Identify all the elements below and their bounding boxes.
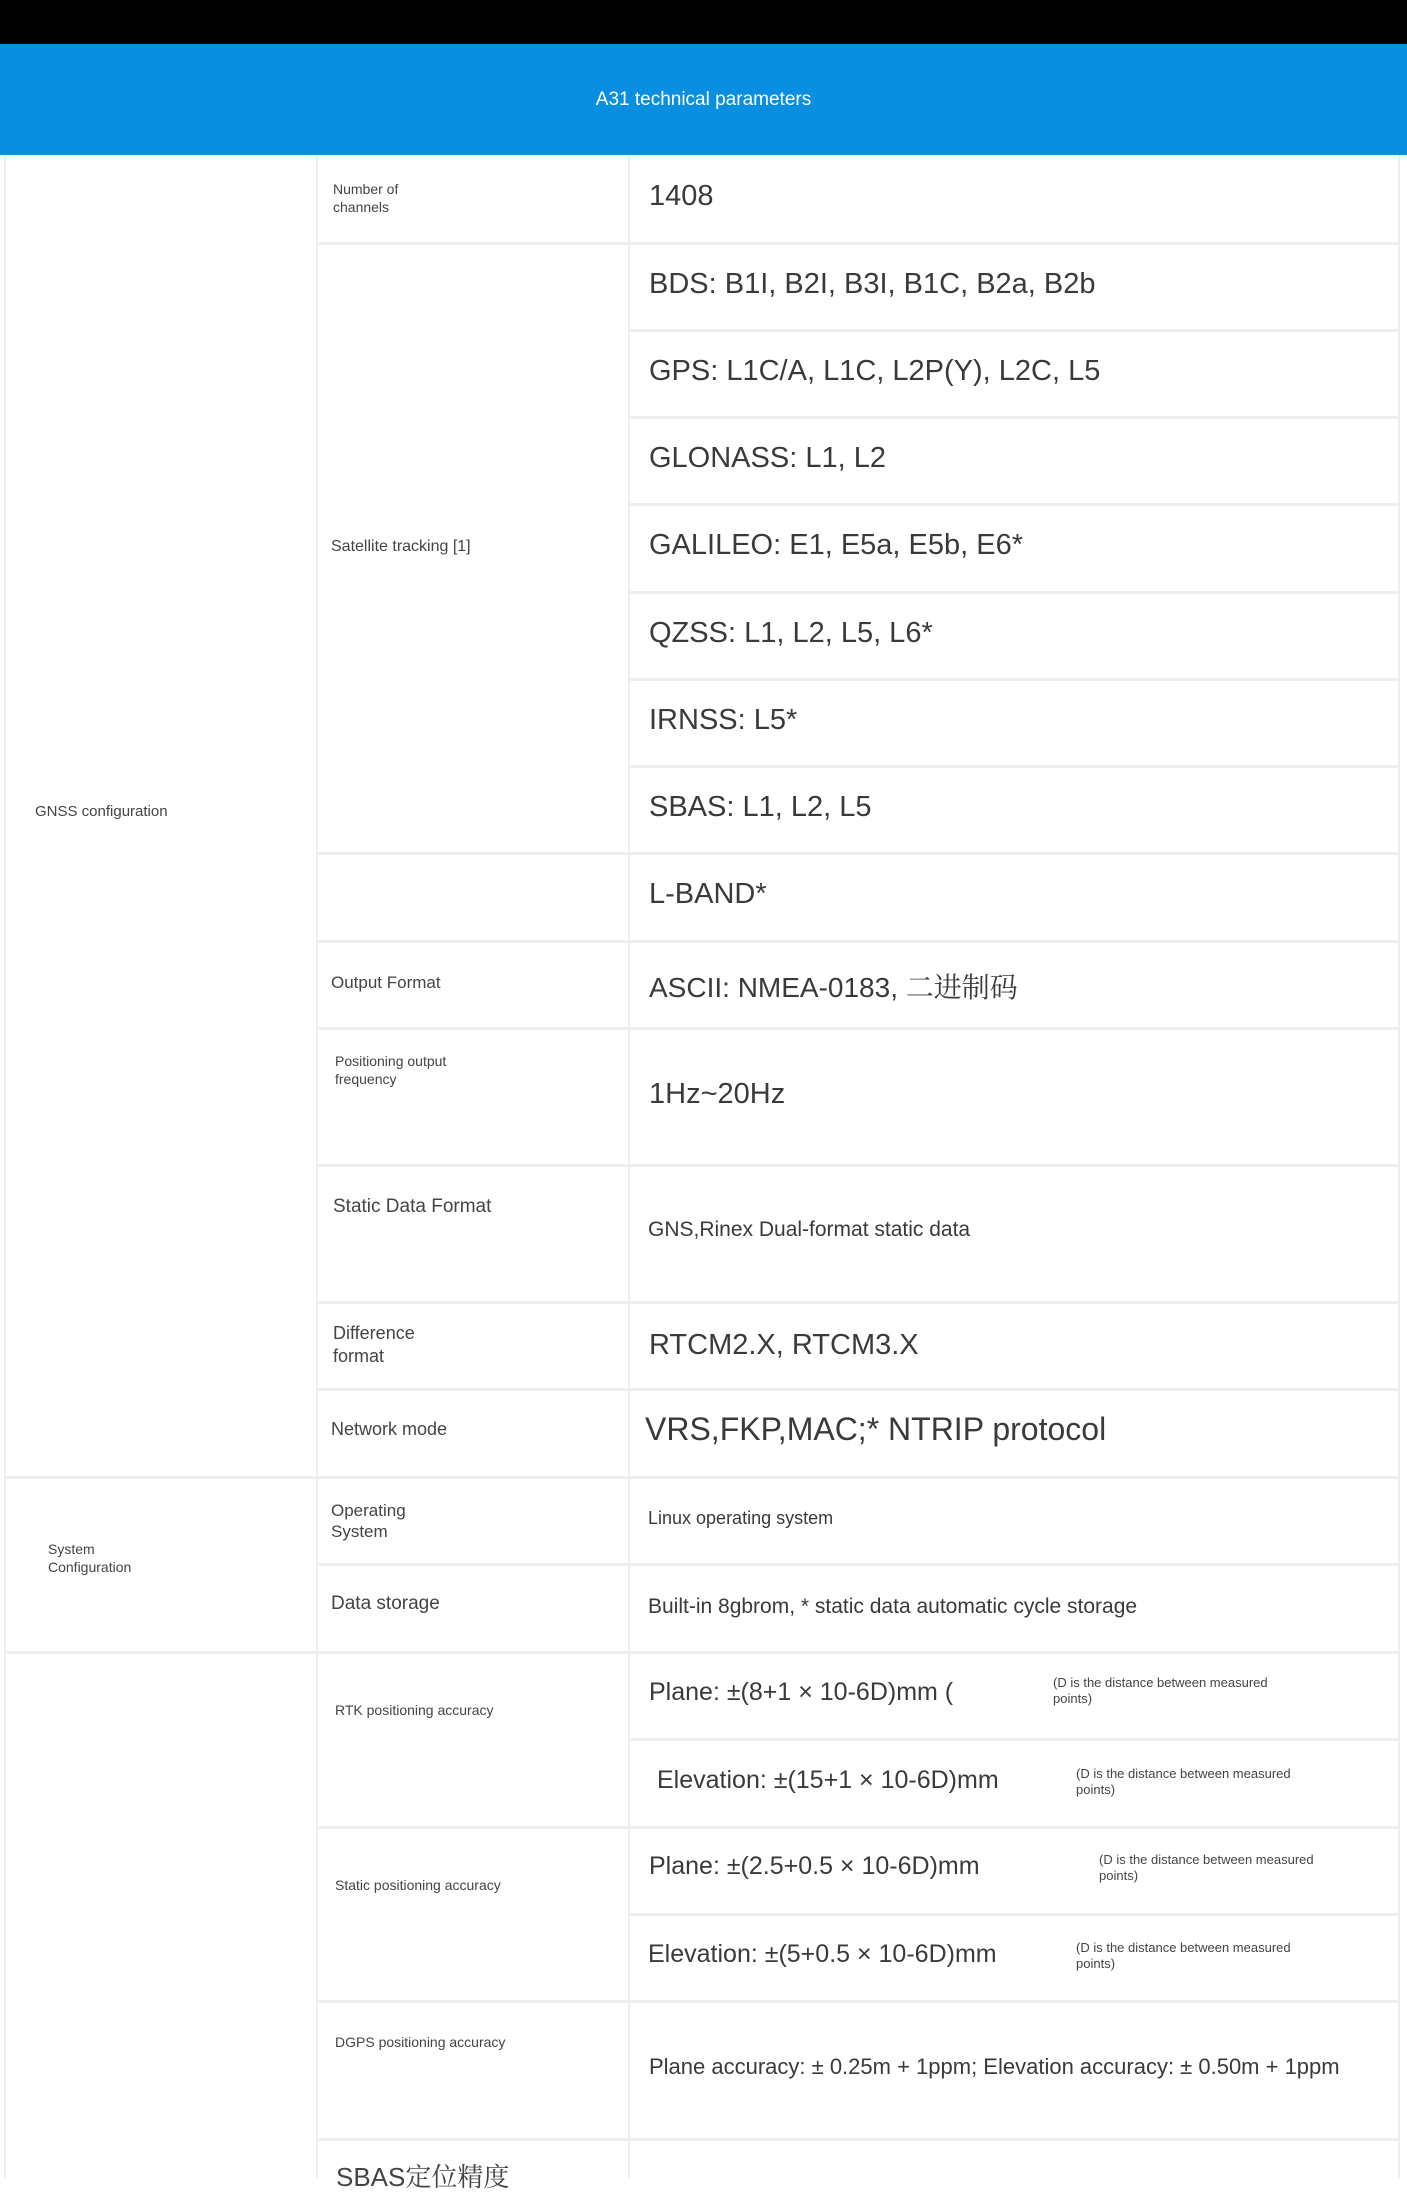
row-divider — [316, 940, 1400, 943]
top-black-bar — [0, 0, 1407, 44]
page-title: A31 technical parameters — [595, 88, 812, 110]
value-operating-system: Linux operating system — [648, 1508, 834, 1528]
row-divider — [316, 1563, 1400, 1566]
label-output-format: Output Format — [331, 973, 441, 992]
label-channels: Number of channels — [333, 181, 399, 215]
label-data-storage: Data storage — [331, 1593, 440, 1614]
label-static-format: Static Data Format — [333, 1196, 492, 1217]
note-static-plane: (D is the distance between measured points) — [1099, 1852, 1314, 1883]
value-tracking-glonass: GLONASS: L1, L2 — [649, 442, 886, 474]
label-difference-format: Difference format — [333, 1323, 415, 1366]
value-tracking-qzss: QZSS: L1, L2, L5, L6* — [649, 617, 933, 649]
value-tracking-gps: GPS: L1C/A, L1C, L2P(Y), L2C, L5 — [649, 355, 1101, 387]
value-tracking-sbas: SBAS: L1, L2, L5 — [649, 791, 872, 823]
value-output-frequency: 1Hz~20Hz — [649, 1078, 786, 1110]
value-static-format: GNS,Rinex Dual-format static data — [648, 1218, 971, 1241]
row-divider — [628, 416, 1400, 419]
row-divider — [316, 852, 1400, 855]
value-static-plane: Plane: ±(2.5+0.5 × 10-6D)mm — [649, 1852, 980, 1880]
value-rtk-elevation: Elevation: ±(15+1 × 10-6D)mm — [657, 1766, 999, 1794]
row-divider — [316, 1027, 1400, 1030]
category-system: System Configuration — [48, 1541, 132, 1575]
table-header — [0, 44, 1407, 155]
value-tracking-bds: BDS: B1I, B2I, B3I, B1C, B2a, B2b — [649, 268, 1096, 300]
value-tracking-irnss: IRNSS: L5* — [649, 704, 798, 736]
label-operating-system: Operating System — [331, 1501, 406, 1542]
label-satellite-tracking: Satellite tracking [1] — [331, 538, 471, 555]
row-divider — [628, 503, 1400, 506]
row-divider — [628, 678, 1400, 681]
row-divider — [4, 1476, 1400, 1479]
value-tracking-lband: L-BAND* — [649, 878, 767, 910]
value-output-format: ASCII: NMEA-0183, 二进制码 — [649, 972, 1018, 1003]
value-network-mode: VRS,FKP,MAC;* NTRIP protocol — [645, 1411, 1107, 1447]
row-divider — [4, 1651, 1400, 1654]
value-static-elevation: Elevation: ±(5+0.5 × 10-6D)mm — [648, 1940, 997, 1968]
value-dgps-accuracy: Plane accuracy: ± 0.25m + 1ppm; Elevation accuracy: ± 0.50m + 1ppm — [649, 2054, 1340, 2079]
row-divider — [628, 591, 1400, 594]
row-divider — [316, 2000, 1400, 2003]
label-sbas-accuracy: SBAS定位精度 — [336, 2162, 510, 2192]
label-rtk-accuracy: RTK positioning accuracy — [335, 1702, 494, 1718]
label-network-mode: Network mode — [331, 1419, 448, 1439]
row-divider — [316, 1164, 1400, 1167]
row-divider — [316, 2138, 1400, 2141]
note-rtk-plane: (D is the distance between measured points) — [1053, 1675, 1268, 1706]
row-divider — [316, 1301, 1400, 1304]
value-difference-format: RTCM2.X, RTCM3.X — [649, 1329, 919, 1361]
value-channels: 1408 — [649, 180, 714, 212]
note-static-elevation: (D is the distance between measured points) — [1076, 1940, 1291, 1971]
row-divider — [316, 1388, 1400, 1391]
column-divider — [4, 155, 6, 2178]
label-output-frequency: Positioning output frequency — [335, 1053, 447, 1087]
category-gnss: GNSS configuration — [35, 803, 168, 820]
note-rtk-elevation: (D is the distance between measured points) — [1076, 1766, 1291, 1797]
row-divider — [316, 242, 1400, 245]
row-divider — [628, 1913, 1400, 1916]
row-divider — [316, 1826, 1400, 1829]
value-data-storage: Built-in 8gbrom, * static data automatic cycle storage — [648, 1595, 1138, 1618]
value-tracking-galileo: GALILEO: E1, E5a, E5b, E6* — [649, 529, 1023, 561]
row-divider — [628, 765, 1400, 768]
label-dgps-accuracy: DGPS positioning accuracy — [335, 2034, 506, 2050]
row-divider — [628, 1738, 1400, 1741]
value-rtk-plane: Plane: ±(8+1 × 10-6D)mm ( — [649, 1678, 954, 1706]
label-static-accuracy: Static positioning accuracy — [335, 1877, 501, 1893]
row-divider — [628, 329, 1400, 332]
